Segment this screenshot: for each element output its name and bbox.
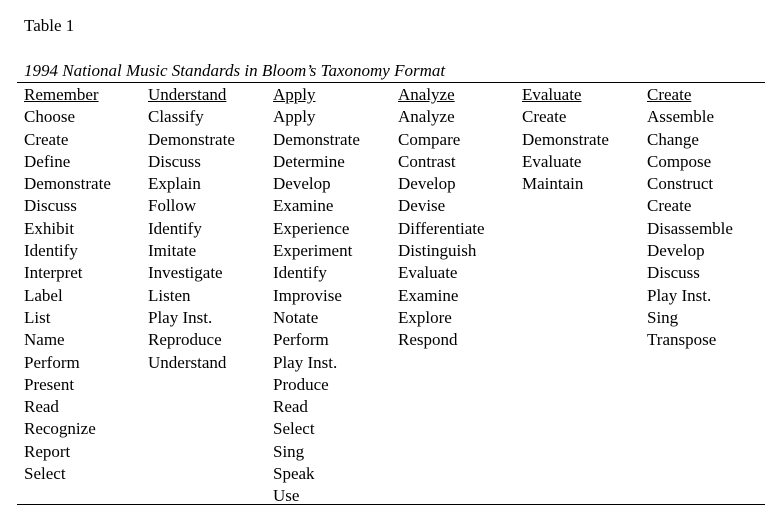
column-create <box>647 84 733 352</box>
table-top-rule <box>17 82 765 83</box>
verb-item: Name <box>24 330 65 350</box>
verb-item: Examine <box>398 285 459 305</box>
verb-item: Distinguish <box>398 241 477 261</box>
verb-item: Produce <box>273 374 329 394</box>
verb-item: Play Inst. <box>273 352 338 372</box>
verb-item: Transpose <box>647 330 717 350</box>
verb-item: Discuss <box>647 263 700 283</box>
verb-item: Imitate <box>148 241 197 261</box>
verb-item: Analyze <box>398 107 455 127</box>
verb-item: Construct <box>647 174 714 194</box>
verb-item: Sing <box>273 441 305 461</box>
column-items <box>24 106 111 485</box>
verb-item: Improvise <box>273 285 342 305</box>
verb-item: Exhibit <box>24 218 75 238</box>
verb-item: Follow <box>148 196 197 216</box>
verb-item: Determine <box>273 151 345 171</box>
verb-item: Identify <box>273 263 327 283</box>
verb-item: Evaluate <box>522 151 582 171</box>
verb-item: Report <box>24 441 71 461</box>
verb-item: Discuss <box>148 151 201 171</box>
verb-item: Choose <box>24 107 75 127</box>
column-remember <box>24 84 111 485</box>
verb-item: Examine <box>273 196 334 216</box>
verb-item: Play Inst. <box>148 307 213 327</box>
verb-item: Identify <box>148 218 202 238</box>
verb-item: Apply <box>273 107 316 127</box>
table-bottom-rule <box>17 504 765 505</box>
verb-item: Compare <box>398 129 461 149</box>
verb-item: Develop <box>647 241 705 261</box>
column-header: Create <box>647 85 692 104</box>
verb-item: Read <box>273 397 308 417</box>
column-header: Understand <box>148 85 227 104</box>
column-header: Analyze <box>398 85 455 104</box>
verb-item: Create <box>24 129 69 149</box>
verb-item: Create <box>522 107 567 127</box>
verb-item: Discuss <box>24 196 77 216</box>
verb-item: Investigate <box>148 263 223 283</box>
verb-item: Assemble <box>647 107 715 127</box>
verb-item: Explore <box>398 307 452 327</box>
column-analyze <box>398 84 485 352</box>
verb-item: Read <box>24 397 59 417</box>
verb-item: Develop <box>273 174 331 194</box>
verb-item: Present <box>24 374 75 394</box>
verb-item: Experiment <box>273 241 353 261</box>
column-header: Remember <box>24 85 99 104</box>
column-items <box>273 106 360 507</box>
verb-item: Classify <box>148 107 204 127</box>
verb-item: Define <box>24 151 71 171</box>
verb-item: Select <box>24 464 66 484</box>
verb-item: Devise <box>398 196 446 216</box>
verb-item: Create <box>647 196 692 216</box>
verb-item: Understand <box>148 352 227 372</box>
verb-item: Label <box>24 285 63 305</box>
verb-item: Reproduce <box>148 330 222 350</box>
column-evaluate <box>522 84 609 195</box>
verb-item: Evaluate <box>398 263 458 283</box>
column-header: Apply <box>273 85 316 104</box>
verb-item: Contrast <box>398 151 456 171</box>
column-items <box>398 106 485 351</box>
verb-item: Demonstrate <box>522 129 609 149</box>
column-items <box>647 106 733 351</box>
verb-item: Speak <box>273 464 315 484</box>
verb-item: Identify <box>24 241 78 261</box>
verb-item: Compose <box>647 151 712 171</box>
verb-item: Listen <box>148 285 191 305</box>
verb-item: Demonstrate <box>148 129 235 149</box>
verb-item: Select <box>273 419 315 439</box>
verb-item: Notate <box>273 307 319 327</box>
verb-item: Respond <box>398 330 458 350</box>
verb-item: Interpret <box>24 263 83 283</box>
verb-item: Perform <box>273 330 329 350</box>
verb-item: Use <box>273 486 300 506</box>
table-label: Table 1 <box>24 16 75 35</box>
verb-item: Develop <box>398 174 456 194</box>
verb-item: List <box>24 307 51 327</box>
verb-item: Demonstrate <box>24 174 111 194</box>
verb-item: Disassemble <box>647 218 733 238</box>
column-understand <box>148 84 235 374</box>
column-items <box>148 106 235 374</box>
verb-item: Recognize <box>24 419 96 439</box>
verb-item: Demonstrate <box>273 129 360 149</box>
column-header: Evaluate <box>522 85 582 104</box>
column-apply <box>273 84 360 508</box>
verb-item: Perform <box>24 352 80 372</box>
verb-item: Sing <box>647 307 679 327</box>
verb-item: Change <box>647 129 699 149</box>
verb-item: Differentiate <box>398 218 485 238</box>
table-title: 1994 National Music Standards in Bloom’s Taxonomy Format <box>24 61 446 80</box>
verb-item: Maintain <box>522 174 584 194</box>
verb-item: Explain <box>148 174 201 194</box>
verb-item: Play Inst. <box>647 285 712 305</box>
verb-item: Experience <box>273 218 350 238</box>
column-items <box>522 106 609 195</box>
